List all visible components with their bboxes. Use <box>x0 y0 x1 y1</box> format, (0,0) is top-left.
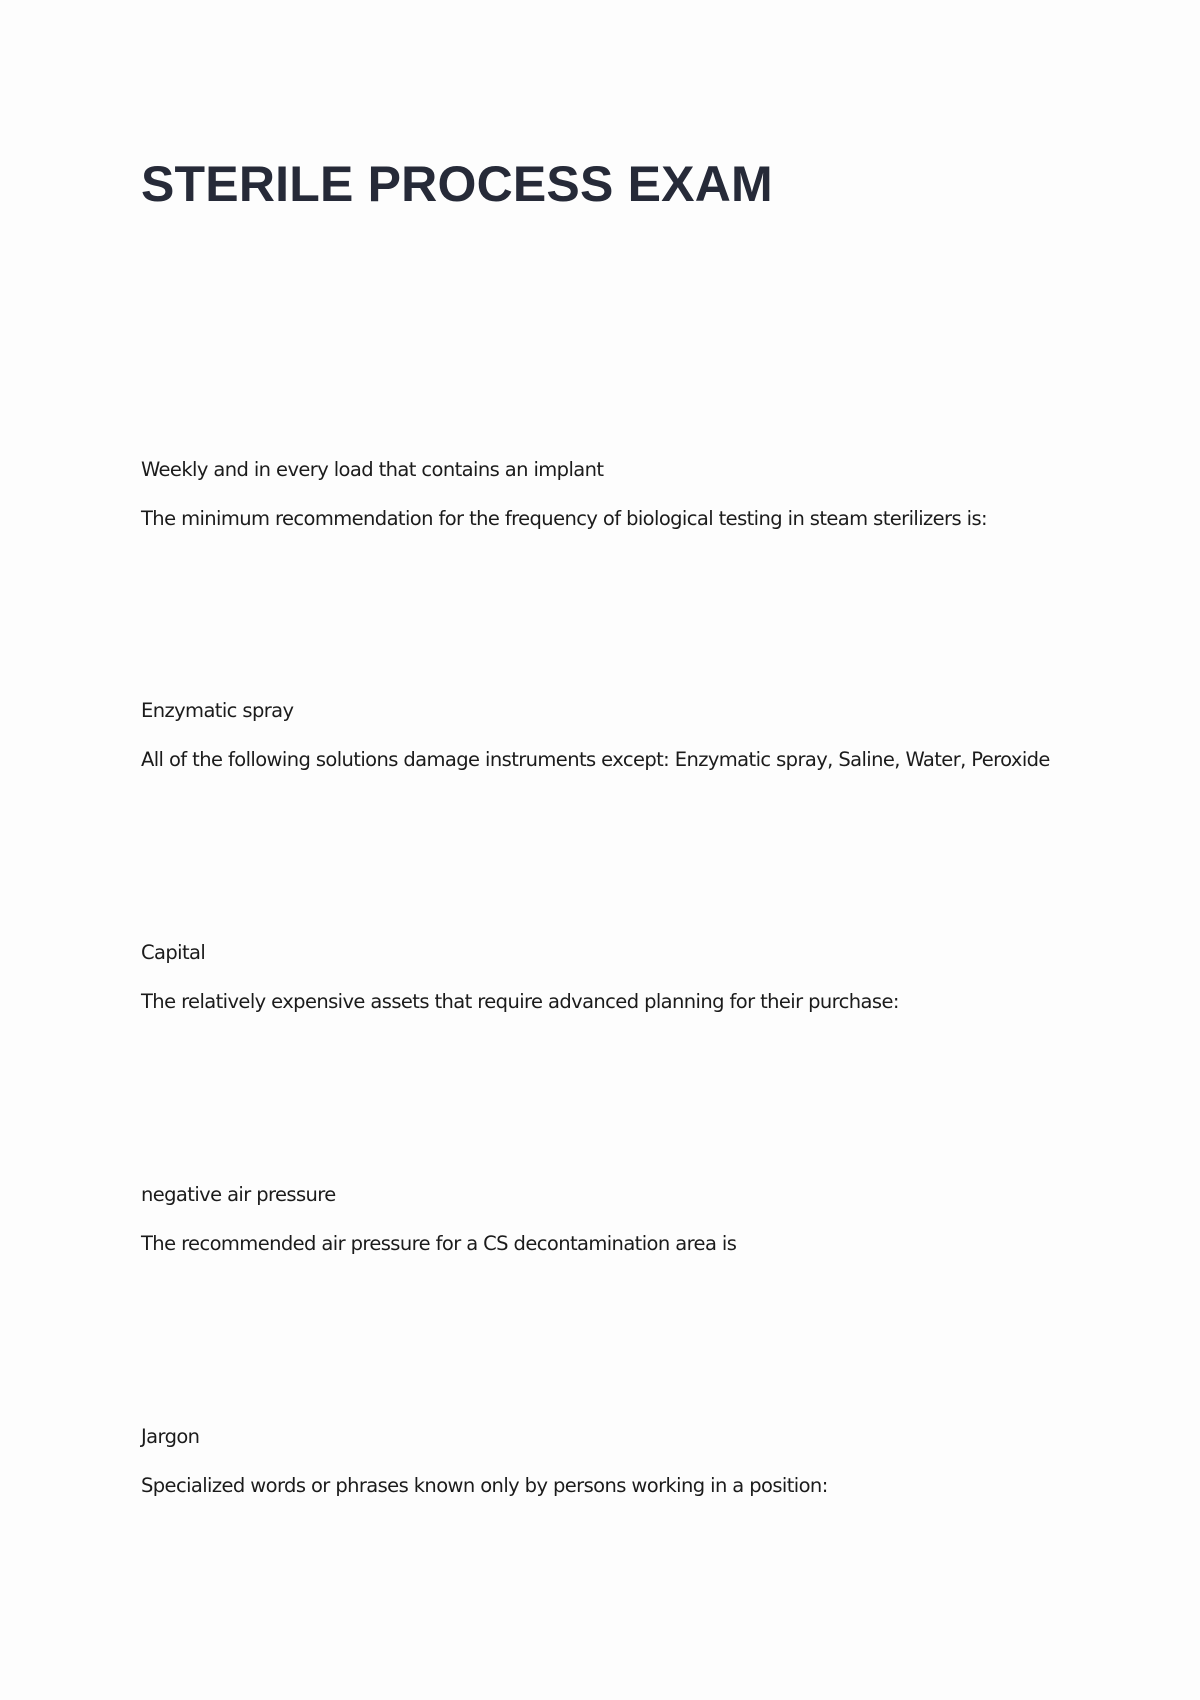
question-text: All of the following solutions damage instruments except: Enzymatic spray, Saline, Water, Peroxide <box>141 748 1050 771</box>
document-title: STERILE PROCESS EXAM <box>141 156 773 212</box>
question-text: Specialized words or phrases known only by persons working in a position: <box>141 1474 828 1497</box>
question-text: The minimum recommendation for the frequency of biological testing in steam sterilizers is: <box>141 507 987 530</box>
qa-item-4 <box>141 1182 1101 1257</box>
qa-item-2 <box>141 698 1101 773</box>
answer-text: Weekly and in every load that contains an implant <box>141 458 604 481</box>
qa-item-5 <box>141 1424 1101 1499</box>
qa-item-1 <box>141 457 1101 532</box>
answer-text: negative air pressure <box>141 1183 336 1206</box>
question-text: The recommended air pressure for a CS decontamination area is <box>141 1232 737 1255</box>
answer-text: Jargon <box>141 1425 200 1448</box>
answer-text: Enzymatic spray <box>141 699 294 722</box>
qa-item-3 <box>141 940 1101 1015</box>
question-text: The relatively expensive assets that require advanced planning for their purchase: <box>141 990 899 1013</box>
answer-text: Capital <box>141 941 206 964</box>
